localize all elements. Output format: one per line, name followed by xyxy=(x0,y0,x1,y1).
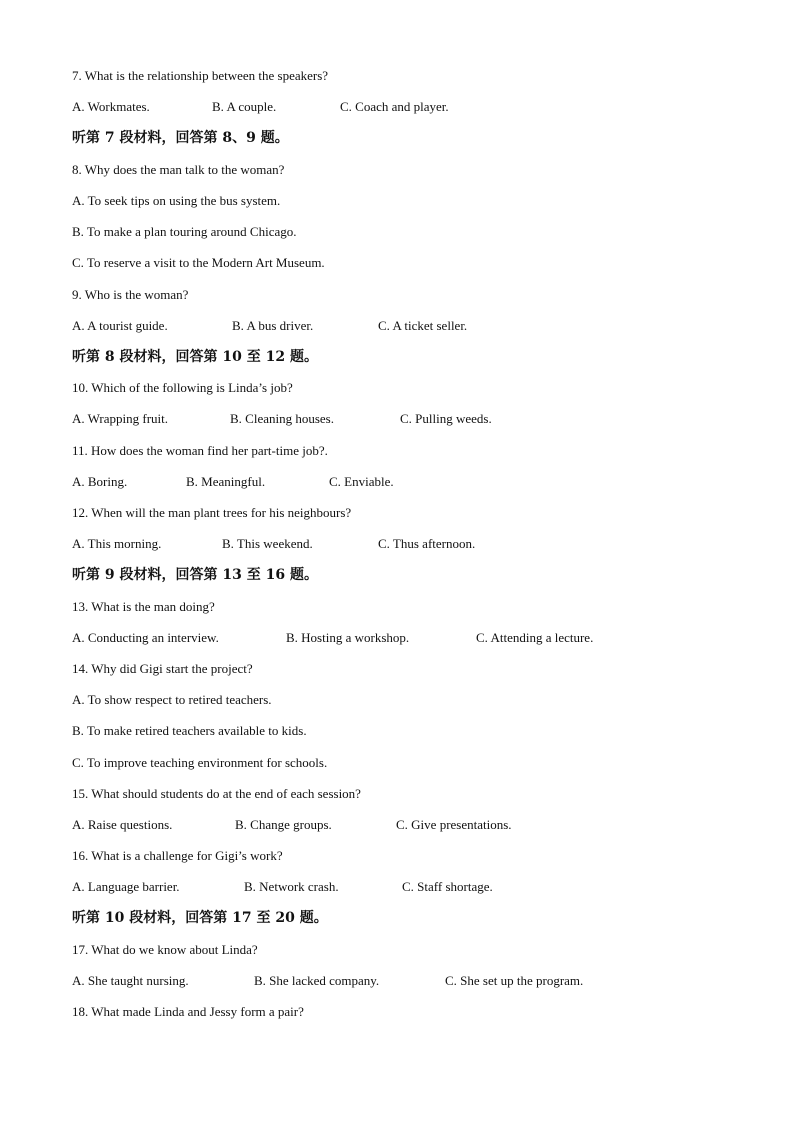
q14-option-a: A. To show respect to retired teachers. xyxy=(72,692,272,707)
q15-option-b: B. Change groups. xyxy=(235,817,332,832)
q7-option-a: A. Workmates. xyxy=(72,99,150,114)
q16-option-a: A. Language barrier. xyxy=(72,879,180,894)
q10-option-a: A. Wrapping fruit. xyxy=(72,411,168,426)
question-14: 14. Why did Gigi start the project? xyxy=(72,661,253,676)
q17-option-c: C. She set up the program. xyxy=(445,973,584,988)
q16-option-c: C. Staff shortage. xyxy=(402,879,493,894)
q8-option-a: A. To seek tips on using the bus system. xyxy=(72,193,281,208)
q12-option-b: B. This weekend. xyxy=(222,536,313,551)
q12-option-c: C. Thus afternoon. xyxy=(378,536,476,551)
question-10: 10. Which of the following is Linda’s job? xyxy=(72,380,293,395)
q15-option-a: A. Raise questions. xyxy=(72,817,173,832)
question-16: 16. What is a challenge for Gigi’s work? xyxy=(72,848,283,863)
q8-option-c: C. To reserve a visit to the Modern Art Museum. xyxy=(72,255,325,270)
question-11: 11. How does the woman find her part-time job?. xyxy=(72,443,328,458)
question-8: 8. Why does the man talk to the woman? xyxy=(72,162,285,177)
q14-option-c: C. To improve teaching environment for schools. xyxy=(72,755,328,770)
section-heading-10: 听第 10 段材料，回答第 17 至 20 题。 xyxy=(72,910,328,926)
q13-option-b: B. Hosting a workshop. xyxy=(286,630,410,645)
q7-option-c: C. Coach and player. xyxy=(340,99,449,114)
q17-option-b: B. She lacked company. xyxy=(254,973,380,988)
q14-option-b: B. To make retired teachers available to kids. xyxy=(72,723,307,738)
section-heading-9: 听第 9 段材料，回答第 13 至 16 题。 xyxy=(72,567,318,583)
q11-option-a: A. Boring. xyxy=(72,474,128,489)
q11-option-b: B. Meaningful. xyxy=(186,474,266,489)
section-heading-8: 听第 8 段材料，回答第 10 至 12 题。 xyxy=(72,349,318,365)
q10-option-c: C. Pulling weeds. xyxy=(400,411,492,426)
q13-option-c: C. Attending a lecture. xyxy=(476,630,594,645)
q17-option-a: A. She taught nursing. xyxy=(72,973,189,988)
q9-option-a: A. A tourist guide. xyxy=(72,318,168,333)
q9-option-c: C. A ticket seller. xyxy=(378,318,468,333)
question-12: 12. When will the man plant trees for his neighbours? xyxy=(72,505,352,520)
question-9: 9. Who is the woman? xyxy=(72,287,189,302)
question-13: 13. What is the man doing? xyxy=(72,599,215,614)
q12-option-a: A. This morning. xyxy=(72,536,162,551)
question-17: 17. What do we know about Linda? xyxy=(72,942,258,957)
q15-option-c: C. Give presentations. xyxy=(396,817,512,832)
q13-option-a: A. Conducting an interview. xyxy=(72,630,219,645)
q8-option-b: B. To make a plan touring around Chicago. xyxy=(72,224,297,239)
section-heading-7: 听第 7 段材料，回答第 8、9 题。 xyxy=(72,130,289,146)
q11-option-c: C. Enviable. xyxy=(329,474,394,489)
q7-option-b: B. A couple. xyxy=(212,99,277,114)
q10-option-b: B. Cleaning houses. xyxy=(230,411,334,426)
q9-option-b: B. A bus driver. xyxy=(232,318,314,333)
question-18: 18. What made Linda and Jessy form a pair? xyxy=(72,1004,304,1019)
question-7: 7. What is the relationship between the speakers? xyxy=(72,68,329,83)
q16-option-b: B. Network crash. xyxy=(244,879,339,894)
question-15: 15. What should students do at the end of each session? xyxy=(72,786,361,801)
